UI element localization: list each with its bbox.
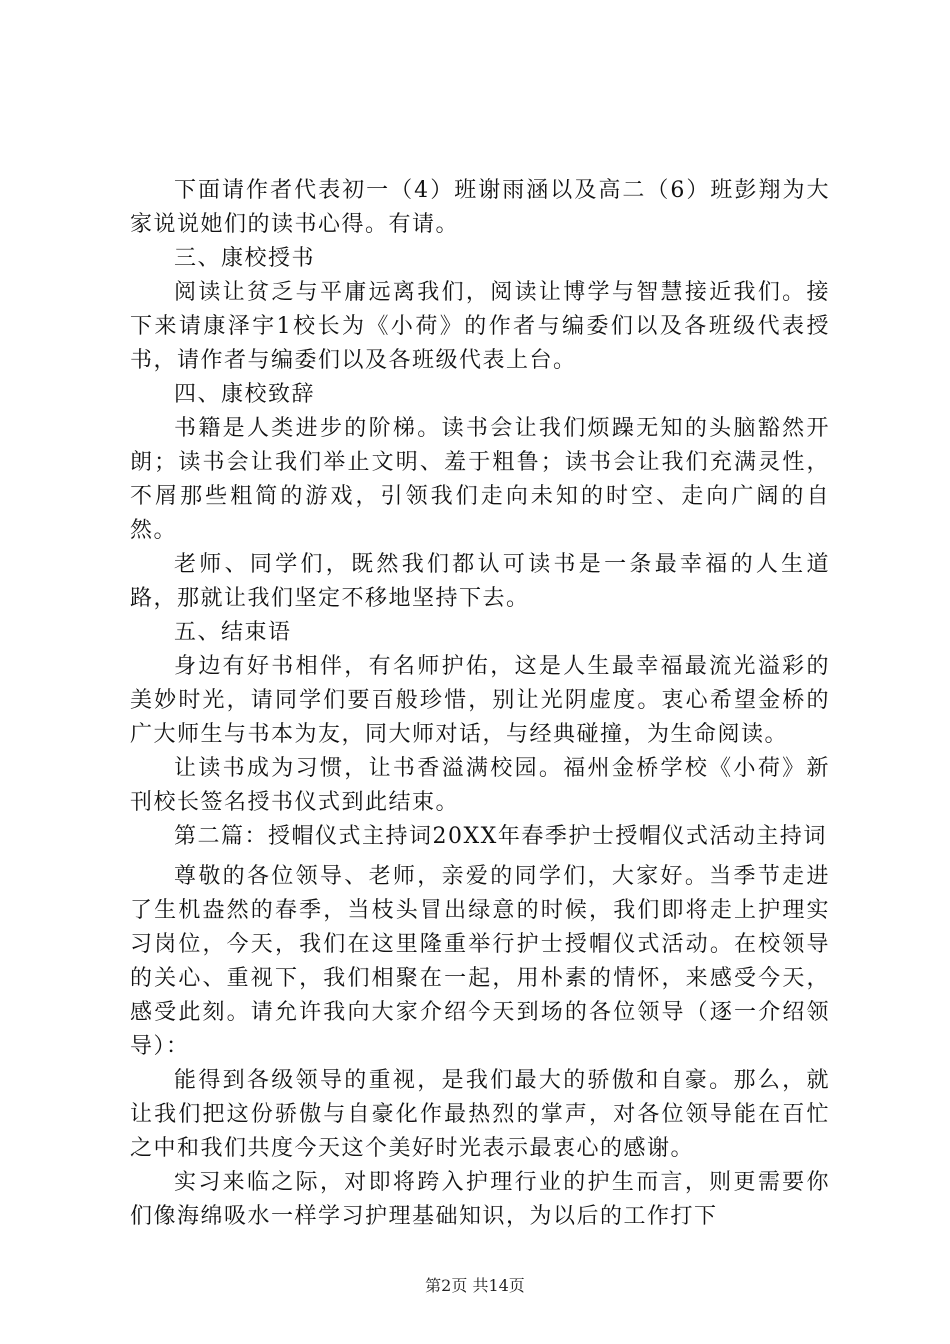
- paragraph: 能得到各级领导的重视，是我们最大的骄傲和自豪。那么，就让我们把这份骄傲与自豪化作最热烈的掌声，对各位领导能在百忙之中和我们共度今天这个美好时光表示最衷心的感谢。: [130, 1068, 830, 1161]
- paragraph: 身边有好书相伴，有名师护佑，这是人生最幸福最流光溢彩的美妙时光，请同学们要百般珍惜，别让光阴虚度。衷心希望金桥的广大师生与书本为友，同大师对话，与经典碰撞，为生命阅读。: [130, 654, 830, 747]
- chapter-title: 第二篇：授帽仪式主持词20XX年春季护士授帽仪式活动主持词: [174, 824, 827, 849]
- paragraph: 实习来临之际，对即将跨入护理行业的护生而言，则更需要你们像海绵吸水一样学习护理基础知识，为以后的工作打下: [130, 1170, 830, 1229]
- paragraph: 书籍是人类进步的阶梯。读书会让我们烦躁无知的头脑豁然开朗；读书会让我们举止文明、羞于粗鲁；读书会让我们充满灵性，不屑那些粗简的游戏，引领我们走向未知的时空、走向广阔的自然。: [130, 416, 830, 543]
- paragraph: 老师、同学们，既然我们都认可读书是一条最幸福的人生道路，那就让我们坚定不移地坚持下去。: [130, 552, 830, 611]
- paragraph: 让读书成为习惯，让书香溢满校园。福州金桥学校《小荷》新刊校长签名授书仪式到此结束。: [130, 756, 830, 815]
- paragraph: 下面请作者代表初一（4）班谢雨涵以及高二（6）班彭翔为大家说说她们的读书心得。有请。: [130, 178, 830, 237]
- paragraph: 阅读让贫乏与平庸远离我们，阅读让博学与智慧接近我们。接下来请康泽宇1校长为《小荷》的作者与编委们以及各班级代表授书，请作者与编委们以及各班级代表上台。: [130, 280, 830, 373]
- paragraph: 尊敬的各位领导、老师，亲爱的同学们，大家好。当季节走进了生机盎然的春季，当枝头冒出绿意的时候，我们即将走上护理实习岗位，今天，我们在这里隆重举行护士授帽仪式活动。在校领导的关心、重视下，我们相聚在一起，用朴素的情怀，来感受今天，感受此刻。请允许我向大家介绍今天到场的各位领导（逐一介绍领导）：: [130, 864, 830, 1059]
- section-heading: 四、康校致辞: [174, 382, 316, 407]
- section-heading: 五、结束语: [174, 620, 292, 645]
- page-number: 第2页 共14页: [425, 1276, 525, 1295]
- section-heading: 三、康校授书: [174, 246, 316, 271]
- document-body: [130, 174, 830, 1234]
